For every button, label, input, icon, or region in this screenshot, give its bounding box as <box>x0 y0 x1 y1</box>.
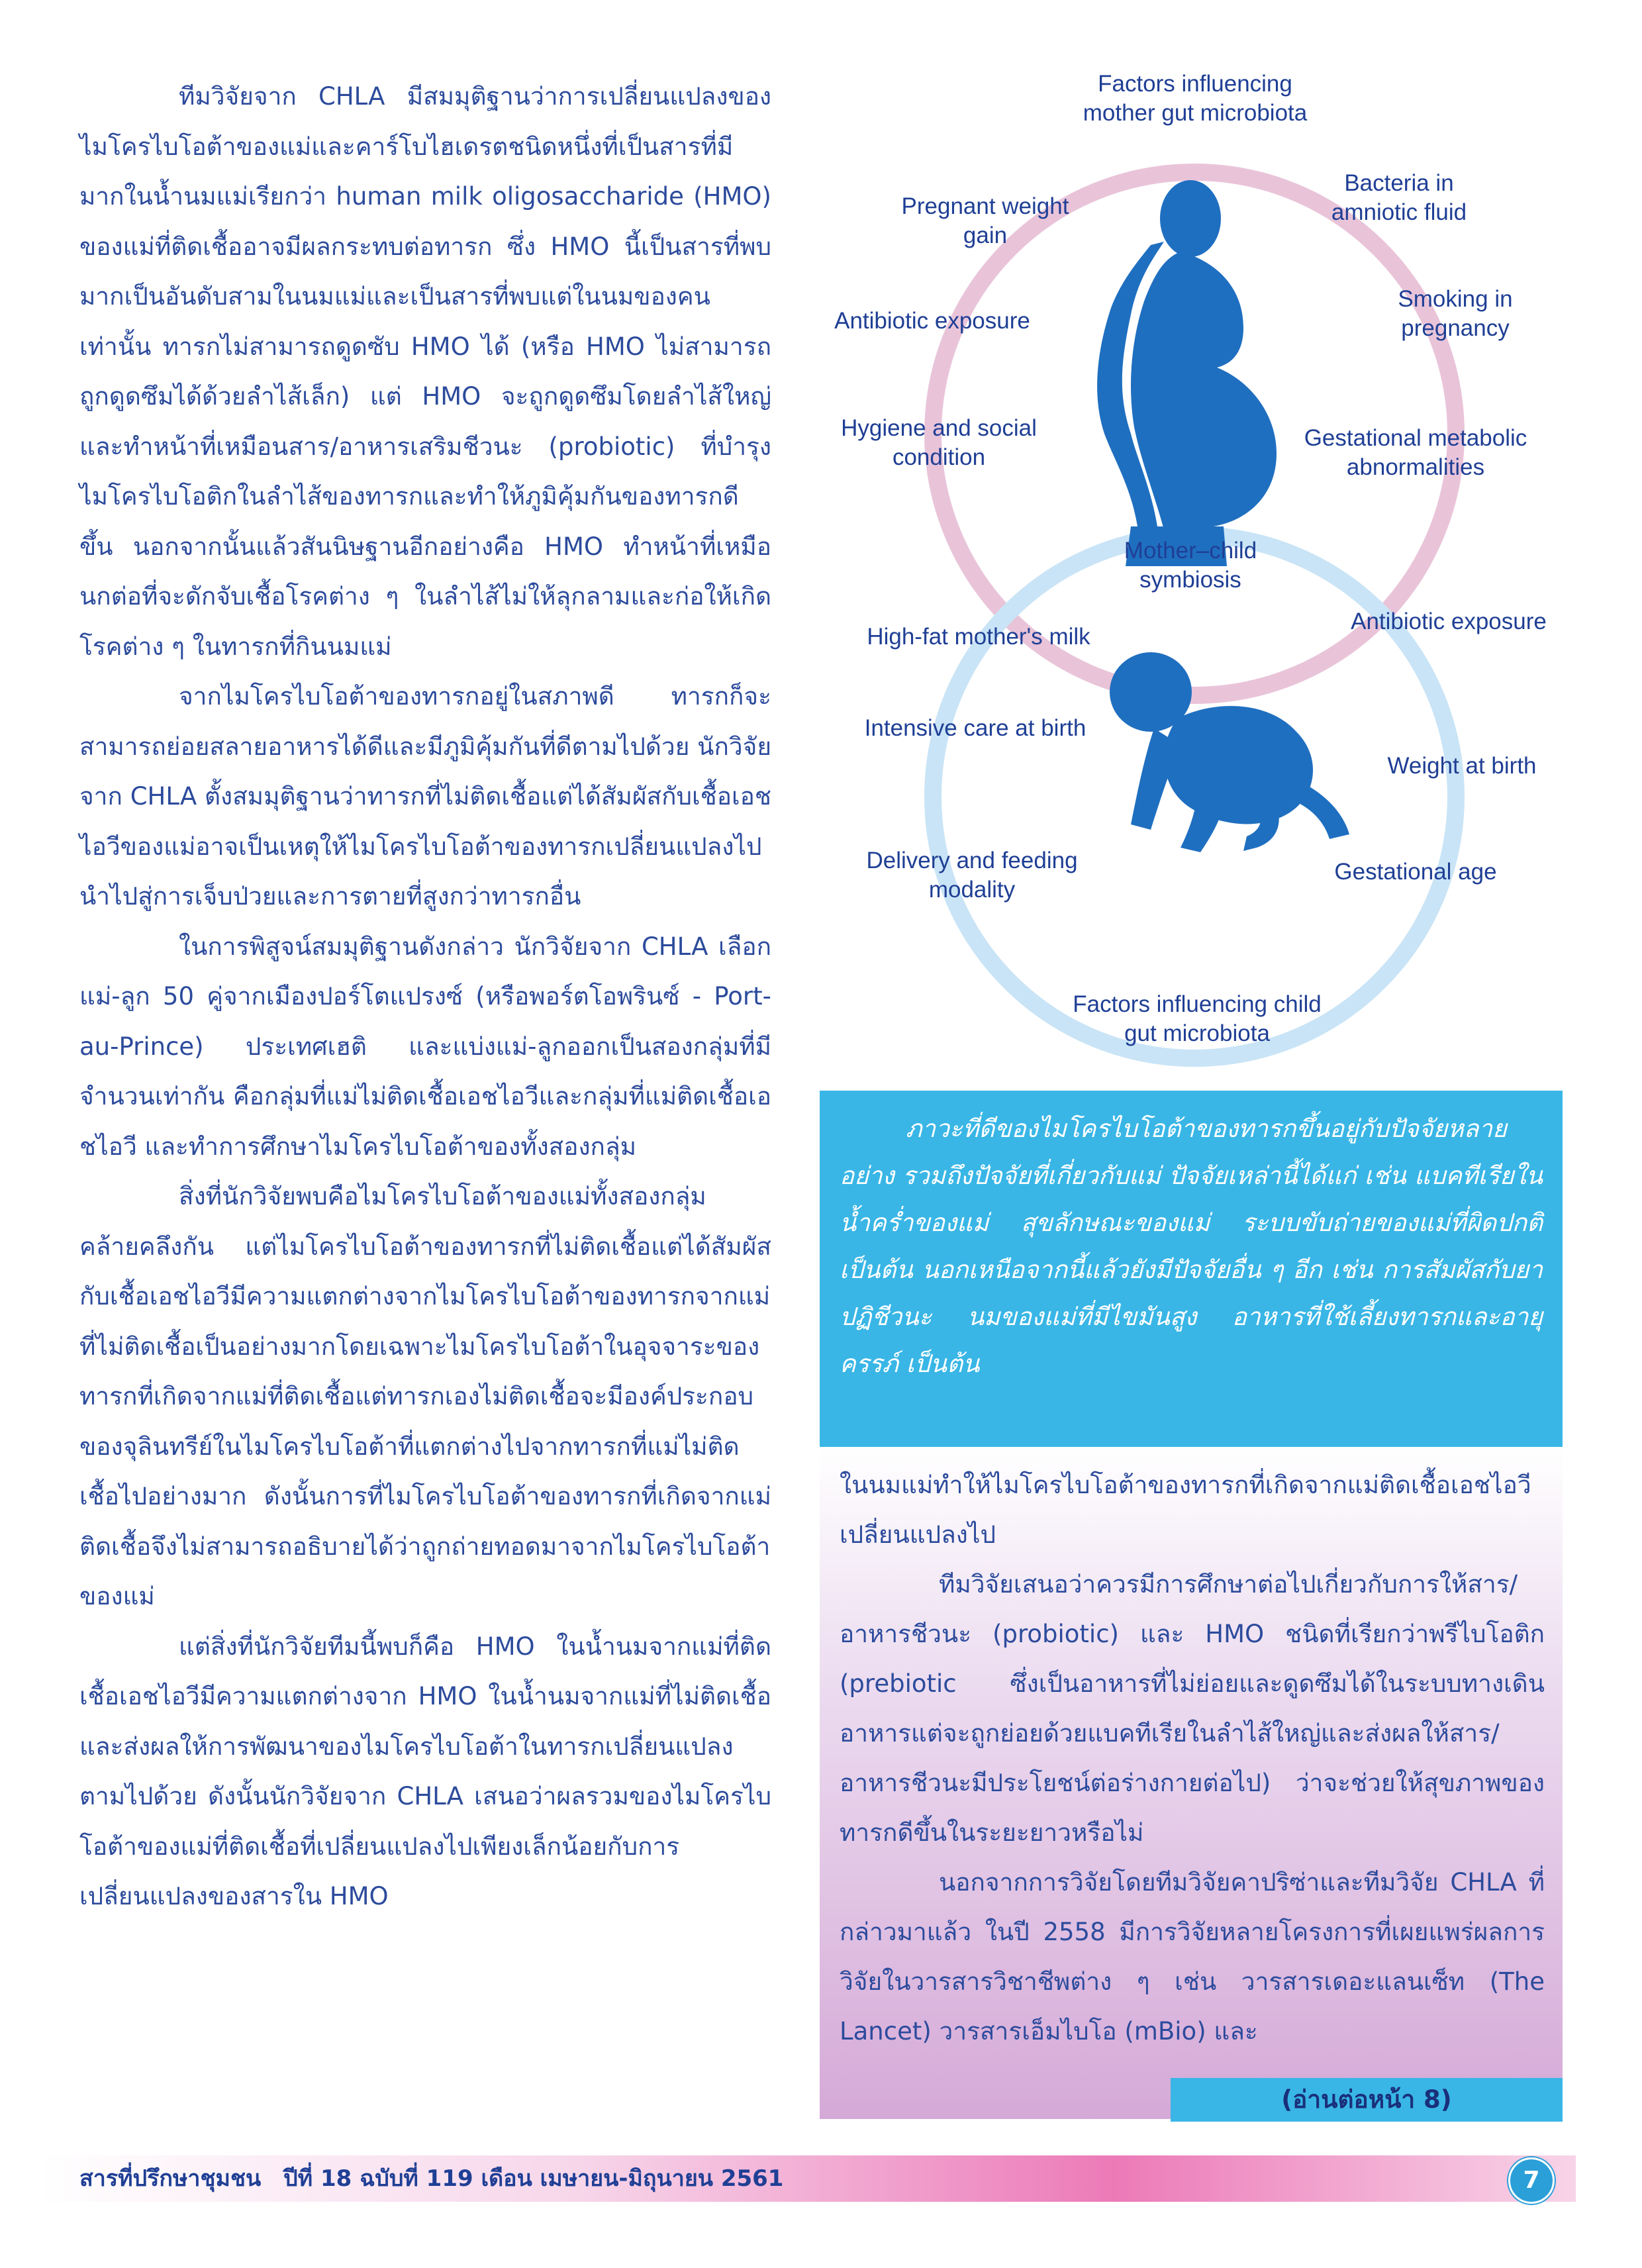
left-paragraph-5: แต่สิ่งที่นักวิจัยทีมนี้พบก็คือ HMO ในน้ำนมจากแม่ที่ติดเชื้อเอชไอวีมีความแตกต่างจาก HMO ในน้ำนมจากแม่ที่ไม่ติดเชื้อ และส่งผลให้การพัฒนาของไมโครไบโอต้าในทารกเปลี่ยนแปลงตามไปด้วย ดังนั้นนักวิจัยจาก CHLA เสนอว่าผลรวมของไมโครไบโอต้าของแม่ที่ติดเชื้อที่เปลี่ยนแปลงไปเพียงเล็กน้อยกับการเปลี่ยนแปลงของสารใน HMO <box>79 1632 771 1910</box>
factor-gestational-age: Gestational age <box>1334 859 1497 885</box>
footer-text <box>79 2160 798 2197</box>
factor-antibiotic-exposure-mother: Antibiotic exposure <box>834 308 1030 334</box>
mother-child-symbiosis-label: Mother–child symbiosis <box>1124 538 1257 593</box>
page-number: 7 <box>1508 2157 1555 2204</box>
factor-pregnant-weight-gain: Pregnant weight gain <box>901 193 1069 248</box>
publication-name: สารที่ปรึกษาชุมชน <box>79 2165 262 2192</box>
left-paragraph-1: ทีมวิจัยจาก CHLA มีสมมุติฐานว่าการเปลี่ยนแปลงของไมโครไบโอต้าของแม่และคาร์โบไฮเดรตชนิดหนึ่งที่เป็นสารที่มีมากในน้ำนมแม่เรียกว่า human milk oligosaccharide (HMO) ของแม่ที่ติดเชื้ออาจมีผลกระทบต่อทารก ซึ่ง HMO นี้เป็นสารที่พบมากเป็นอันดับสามในนมแม่และเป็นสารที่พบแต่ในนมของคนเท่านั้น ทารกไม่สามารถดูดซับ HMO ได้ (หรือ HMO ไม่สามารถถูกดูดซึมได้ด้วยลำไส้เล็ก) แต่ HMO จะถูกดูดซึมโดยลำไส้ใหญ่และทำหน้าที่เหมือนสาร/อาหารเสริมชีวนะ (probiotic) ที่บำรุงไมโครไบโอติกในลำไส้ของทารกและทำให้ภูมิคุ้มกันของทารกดีขึ้น นอกจากนั้นแล้วสันนิษฐานอีกอย่างคือ HMO ทำหน้าที่เหมือนกต่อที่จะดักจับเชื้อโรคต่าง ๆ ในลำไส้ไม่ให้ลุกลามและก่อให้เกิดโรคต่าง ๆ ในทารกที่กินนมแม่ <box>79 82 771 661</box>
left-column <box>79 72 771 1922</box>
callout-text: ภาวะที่ดีของไมโครไบโอต้าของทารกขึ้นอยู่กับปัจจัยหลายอย่าง รวมถึงปัจจัยที่เกี่ยวกับแม่ ปัจจัยเหล่านี้ได้แก่ เช่น แบคทีเรียในน้ำคร่ำของแม่ สุขลักษณะของแม่ ระบบขับถ่ายของแม่ที่ผิดปกติ เป็นต้น นอกเหนือจากนี้แล้วยังมีปัจจัยอื่น ๆ อีก เช่น การสัมผัสกับยาปฏิชีวนะ นมของแม่ที่มีไขมันสูง อาหารที่ใช้เลี้ยงทารกและอายุครรภ์ เป็นต้น <box>840 1114 1543 1378</box>
microbiota-diagram <box>820 63 1573 1076</box>
crawling-baby-icon <box>1110 652 1349 852</box>
factor-bacteria-amniotic: Bacteria in amniotic fluid <box>1331 170 1467 225</box>
child-diagram-title: Factors influencing child gut microbiota <box>1073 991 1322 1046</box>
factor-delivery-feeding: Delivery and feeding modality <box>866 848 1078 903</box>
right-paragraph-1: ในนมแม่ทำให้ไมโครไบโอต้าของทารกที่เกิดจากแม่ติดเชื้อเอชไอวีเปลี่ยนแปลงไป <box>840 1471 1531 1549</box>
factor-intensive-care: Intensive care at birth <box>864 715 1087 741</box>
factor-high-fat-milk: High-fat mother's milk <box>867 624 1090 650</box>
left-paragraph-4: สิ่งที่นักวิจัยพบคือไมโครไบโอต้าของแม่ทั้งสองกลุ่มคล้ายคลึงกัน แต่ไมโครไบโอต้าของทารกที่ไม่ติดเชื้อแต่ได้สัมผัสกับเชื้อเอชไอวีมีความแตกต่างจากไมโครไบโอต้าของทารกจากแม่ที่ไม่ติดเชื้อเป็นอย่างมากโดยเฉพาะไมโครไบโอต้าในอุจจาระของทารกที่เกิดจากแม่ที่ติดเชื้อแต่ทารกเองไม่ติดเชื้อจะมีองค์ประกอบของจุลินทรีย์ในไมโครไบโอต้าที่แตกต่างไปจากทารกที่แม่ไม่ติดเชื้อไปอย่างมาก ดังนั้นการที่ไมโครไบโอต้าของทารกที่เกิดจากแม่ติดเชื้อจึงไม่สามารถอธิบายได้ว่าถูกถ่ายทอดมาจากไมโครไบโอต้าของแม่ <box>79 1182 771 1610</box>
continue-on-page-label: (อ่านต่อหน้า 8) <box>1171 2078 1563 2122</box>
right-paragraph-2: ทีมวิจัยเสนอว่าควรมีการศึกษาต่อไปเกี่ยวกับการให้สาร/อาหารชีวนะ (probiotic) และ HMO ชนิดที่เรียกว่าพรีไบโอติก (prebiotic ซึ่งเป็นอาหารที่ไม่ย่อยและดูดซึมได้ในระบบทางเดินอาหารแต่จะถูกย่อยด้วยแบคทีเรียในลำไส้ใหญ่และส่งผลให้สาร/อาหารชีวนะมีประโยชน์ต่อร่างกายต่อไป) ว่าจะช่วยให้สุขภาพของทารกดีขึ้นในระยะยาวหรือไม่ <box>840 1570 1545 1847</box>
mother-diagram-title: Factors influencing mother gut microbiota <box>1083 71 1308 126</box>
right-paragraph-3: นอกจากการวิจัยโดยทีมวิจัยคาปริซ่าและทีมวิจัย CHLA ที่กล่าวมาแล้ว ในปี 2558 มีการวิจัยหลายโครงการที่เผยแพร่ผลการวิจัยในวารสารวิชาชีพต่าง ๆ เช่น วารสารเดอะแลนเซ็ท (The Lancet) วารสารเอ็มไบโอ (mBio) และ <box>840 1868 1545 2046</box>
callout-box <box>820 1091 1563 1447</box>
factor-gestational-metabolic: Gestational metabolic abnormalities <box>1304 425 1527 480</box>
right-column <box>840 1460 1545 2056</box>
issue-info: ปีที่ 18 ฉบับที่ 119 เดือน เมษายน-มิถุนายน 2561 <box>283 2165 784 2192</box>
pregnant-woman-icon <box>1097 180 1277 566</box>
factor-weight-at-birth: Weight at birth <box>1387 753 1537 779</box>
left-paragraph-2: จากไมโครไบโอต้าของทารกอยู่ในสภาพดี ทารกก็จะสามารถย่อยสลายอาหารได้ดีและมีภูมิคุ้มกันที่ดีตามไปด้วย นักวิจัยจาก CHLA ตั้งสมมุติฐานว่าทารกที่ไม่ติดเชื้อแต่ได้สัมผัสกับเชื้อเอชไอวีของแม่อาจเป็นเหตุให้ไมโครไบโอต้าของทารกเปลี่ยนแปลงไป นำไปสู่การเจ็บป่วยและการตายที่สูงกว่าทารกอื่น <box>79 682 771 911</box>
factor-hygiene-social: Hygiene and social condition <box>841 415 1037 470</box>
factor-smoking-pregnancy: Smoking in pregnancy <box>1398 286 1513 341</box>
left-paragraph-3: ในการพิสูจน์สมมุติฐานดังกล่าว นักวิจัยจาก CHLA เลือกแม่-ลูก 50 คู่จากเมืองปอร์โตแปรงซ์ (หรือพอร์ตโอพรินซ์ - Port-au-Prince) ประเทศเฮติ และแบ่งแม่-ลูกออกเป็นสองกลุ่มที่มีจำนวนเท่ากัน คือกลุ่มที่แม่ไม่ติดเชื้อเอชไอวีและกลุ่มที่แม่ติดเชื้อเอชไอวี และทำการศึกษาไมโครไบโอต้าของทั้งสองกลุ่ม <box>79 932 771 1161</box>
factor-antibiotic-exposure-child: Antibiotic exposure <box>1351 609 1547 634</box>
